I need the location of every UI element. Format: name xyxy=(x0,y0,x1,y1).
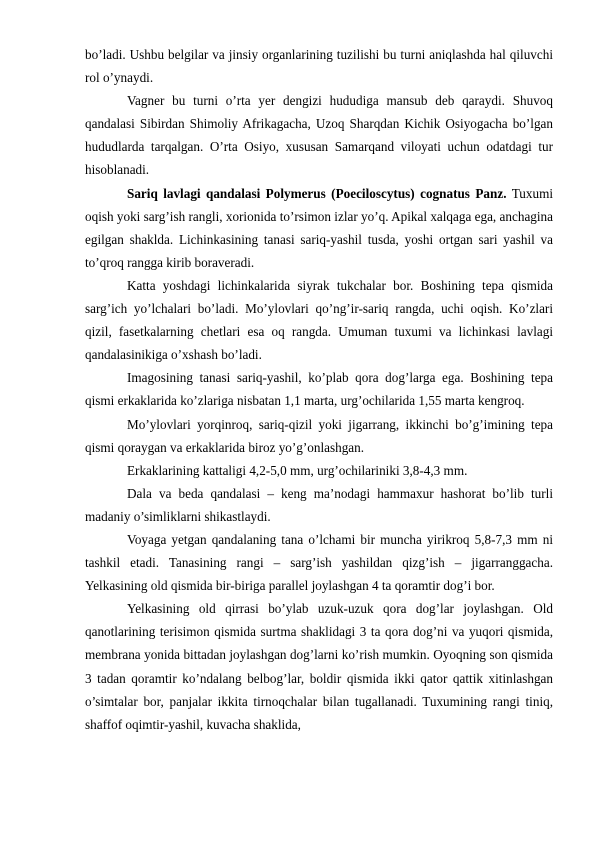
species-heading: Sariq lavlagi qandalasi Polymerus (Poeciloscytus) cognatus Panz. xyxy=(127,185,507,201)
paragraph-5: Imagosining tanasi sariq-yashil, ko’plab qora dog’larga ega. Boshining tepa qismi erkaklarida ko’zlariga nisbatan 1,1 marta, urg’ochilarida 1,55 marta kengroq. xyxy=(85,370,553,409)
paragraph-9: Voyaga yetgan qandalaning tana o’lchami bir muncha yirikroq 5,8-7,3 mm ni tashkil etadi. Tanasining rangi – sarg’ish yashildan qizg’ish – jigarranggacha. Yelkasining old qismida bir-biriga parallel joylashgan 4 ta qoramtir dog’i bor. xyxy=(85,531,553,594)
document-page xyxy=(85,43,553,736)
paragraph-8: Dala va beda qandalasi – keng ma’nodagi hammaxur hashorat bo’lib turli madaniy o’simliklarni shikastlaydi. xyxy=(85,485,553,524)
paragraph-1: bo’ladi. Ushbu belgilar va jinsiy organlarining tuzilishi bu turni aniqlashda hal qiluvchi rol o’ynaydi. xyxy=(85,47,553,86)
paragraph-3-text: Tuxumi oqish yoki sarg’ish rangli, xorionida to’rsimon izlar yo’q. Apikal xalqaga ega, anchagina egilgan shaklda. Lichinkasining tanasi sariq-yashil tusda, yoshi ortgan sari yashil va to’qroq rangga kirib boraveradi. xyxy=(85,185,553,270)
paragraph-10: Yelkasining old qirrasi bo’ylab uzuk-uzuk qora dog’lar joylashgan. Old qanotlarining terisimon qismida surtma shaklidagi 3 ta qora dog’ni va yuqori qismida, membrana yonida bittadan joylashgan dog’larni ko’rish mumkin. Oyoqning son qismida 3 tadan qoramtir ko’ndalang belbog’lar, boldir qismida ikki qator qattik xitinlashgan o’simtalar bor, panjalar ikkita tirnoqchalar bilan tugallanadi. Tuxumining rangi tiniq, shaffof oqimtir-yashil, kuvacha shaklida, xyxy=(85,601,553,732)
paragraph-4: Katta yoshdagi lichinkalarida siyrak tukchalar bor. Boshining tepa qismida sarg’ich yo’lchalari bo’ladi. Mo’ylovlari qo’ng’ir-sariq rangda, uchi oqish. Ko’zlari qizil, fasetkalarning chetlari esa oq rangda. Umuman tuxumi va lichinkasi lavlagi qandalasinikiga o’xshash bo’ladi. xyxy=(85,277,553,363)
paragraph-3 xyxy=(85,182,553,274)
paragraph-7: Erkaklarining kattaligi 4,2-5,0 mm, urg’ochilariniki 3,8-4,3 mm. xyxy=(127,462,468,478)
paragraph-2: Vagner bu turni o’rta yer dengizi hududiga mansub deb qaraydi. Shuvoq qandalasi Sibirdan Shimoliy Afrikagacha, Uzoq Sharqdan Kichik Osiyogacha bo’lgan hududlarda tarqalgan. O’rta Osiyo, xususan Samarqand viloyati uchun odatdagi tur hisoblanadi. xyxy=(85,93,553,178)
paragraph-6: Mo’ylovlari yorqinroq, sariq-qizil yoki jigarrang, ikkinchi bo’g’imining tepa qismi qoraygan va erkaklarida biroz yo’g’onlashgan. xyxy=(85,416,553,455)
